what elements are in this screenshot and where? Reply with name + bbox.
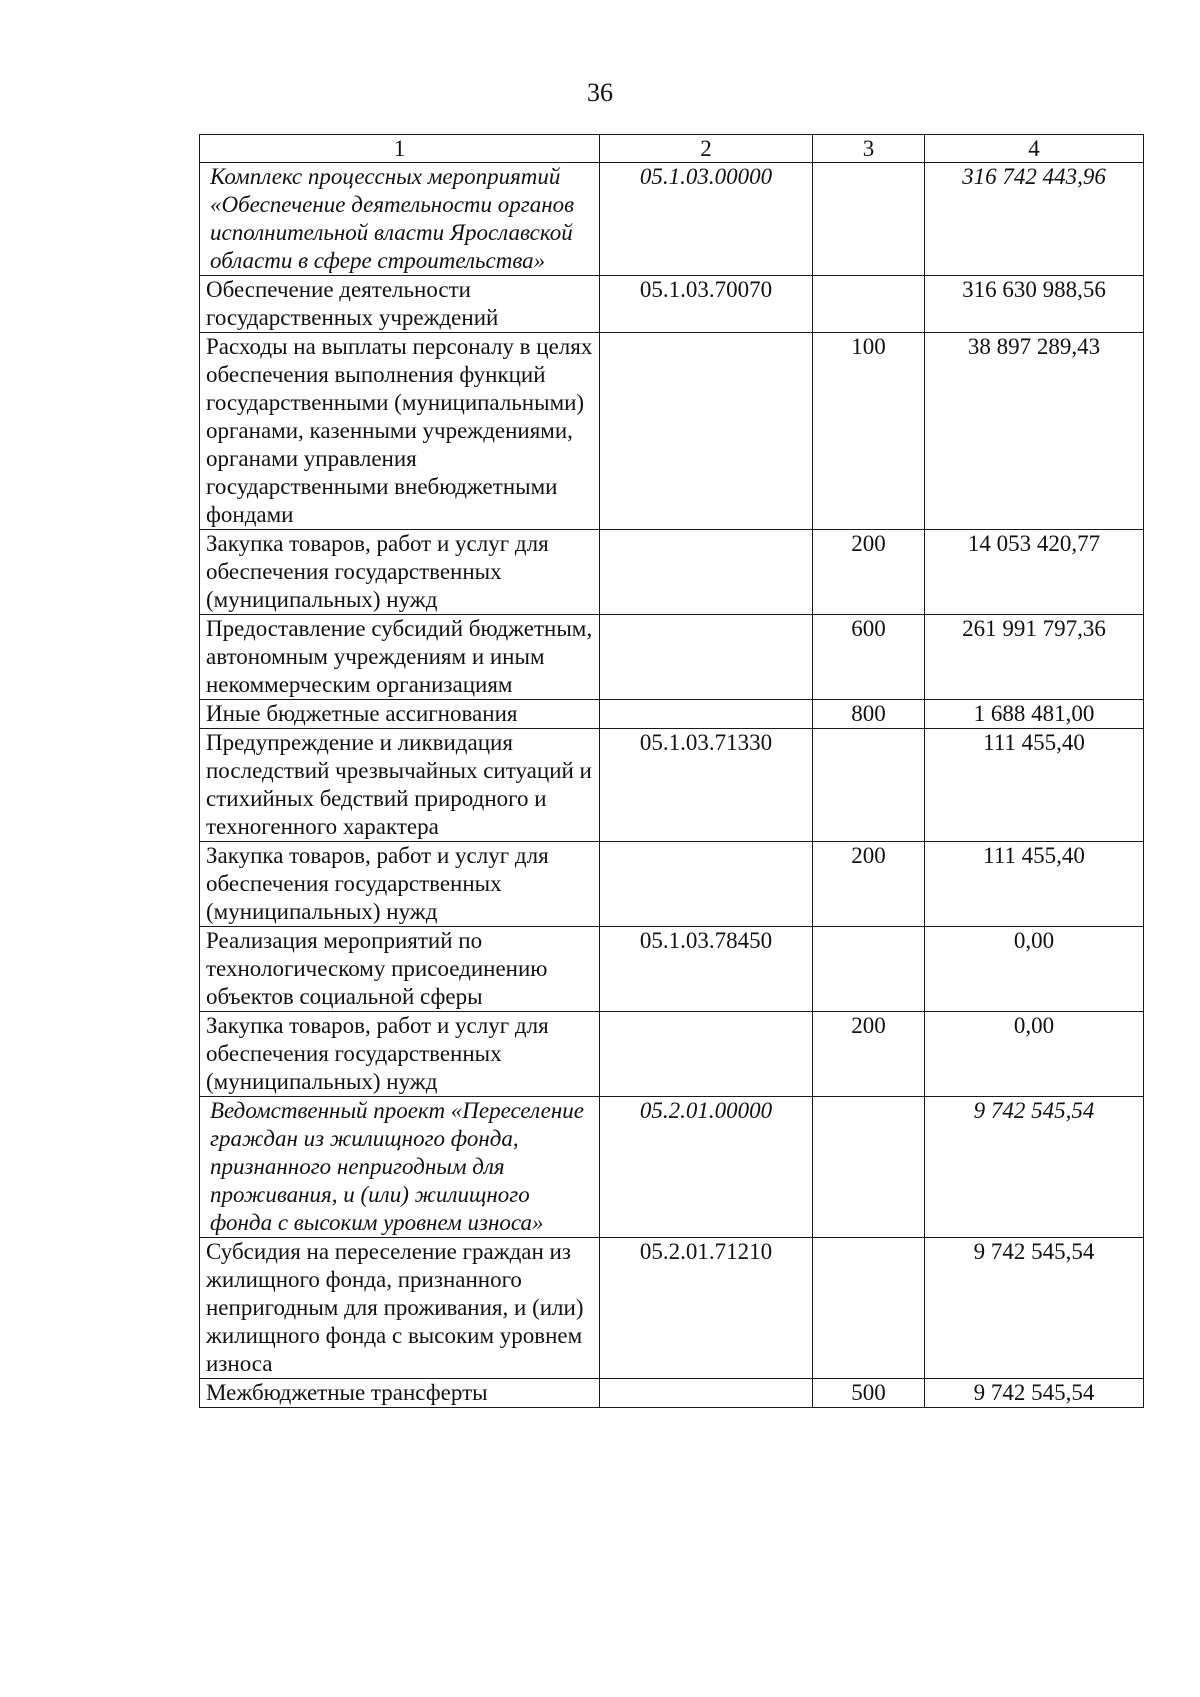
row-expense-type — [813, 729, 925, 842]
row-name: Реализация мероприятий по технологическому присоединению объектов социальной сферы — [200, 927, 600, 1012]
row-name: Обеспечение деятельности государственных учреждений — [200, 276, 600, 333]
column-header: 1 — [200, 135, 600, 163]
row-expense-type — [813, 1238, 925, 1379]
row-expense-type: 100 — [813, 333, 925, 530]
table-row — [200, 729, 1144, 842]
row-amount: 0,00 — [925, 927, 1144, 1012]
row-code — [600, 530, 813, 615]
table-row — [200, 1238, 1144, 1379]
row-name: Ведомственный проект «Переселение граждан из жилищного фонда, признанного непригодным для проживания, и (или) жилищного фонда с высоким уровнем износа» — [200, 1097, 600, 1238]
row-code: 05.1.03.70070 — [600, 276, 813, 333]
row-code: 05.1.03.71330 — [600, 729, 813, 842]
table-row — [200, 1012, 1144, 1097]
row-expense-type — [813, 927, 925, 1012]
row-code — [600, 1379, 813, 1408]
row-expense-type: 500 — [813, 1379, 925, 1408]
column-header: 2 — [600, 135, 813, 163]
table-header-row — [200, 135, 1144, 163]
table-row — [200, 615, 1144, 700]
row-name: Субсидия на переселение граждан из жилищного фонда, признанного непригодным для проживания, и (или) жилищного фонда с высоким уровнем износа — [200, 1238, 600, 1379]
row-amount: 9 742 545,54 — [925, 1238, 1144, 1379]
row-name: Закупка товаров, работ и услуг для обеспечения государственных (муниципальных) нужд — [200, 530, 600, 615]
table-row — [200, 333, 1144, 530]
column-header: 4 — [925, 135, 1144, 163]
row-expense-type: 600 — [813, 615, 925, 700]
row-name: Закупка товаров, работ и услуг для обеспечения государственных (муниципальных) нужд — [200, 842, 600, 927]
budget-table — [199, 134, 1144, 1408]
row-code — [600, 333, 813, 530]
row-expense-type — [813, 163, 925, 276]
table-row — [200, 1379, 1144, 1408]
row-code: 05.1.03.78450 — [600, 927, 813, 1012]
row-amount: 9 742 545,54 — [925, 1379, 1144, 1408]
row-expense-type: 200 — [813, 1012, 925, 1097]
table-row — [200, 842, 1144, 927]
row-amount: 1 688 481,00 — [925, 700, 1144, 729]
row-amount: 14 053 420,77 — [925, 530, 1144, 615]
table-row — [200, 163, 1144, 276]
row-code — [600, 615, 813, 700]
table-row — [200, 530, 1144, 615]
table-row — [200, 276, 1144, 333]
row-code — [600, 1012, 813, 1097]
row-amount: 38 897 289,43 — [925, 333, 1144, 530]
column-header: 3 — [813, 135, 925, 163]
row-amount: 316 742 443,96 — [925, 163, 1144, 276]
row-name: Предоставление субсидий бюджетным, автономным учреждениям и иным некоммерческим организациям — [200, 615, 600, 700]
row-name: Иные бюджетные ассигнования — [200, 700, 600, 729]
row-code — [600, 700, 813, 729]
row-expense-type: 200 — [813, 842, 925, 927]
row-code: 05.1.03.00000 — [600, 163, 813, 276]
table-row — [200, 927, 1144, 1012]
row-expense-type: 800 — [813, 700, 925, 729]
row-name: Межбюджетные трансферты — [200, 1379, 600, 1408]
row-name: Закупка товаров, работ и услуг для обеспечения государственных (муниципальных) нужд — [200, 1012, 600, 1097]
row-amount: 9 742 545,54 — [925, 1097, 1144, 1238]
table-row — [200, 1097, 1144, 1238]
row-name: Расходы на выплаты персоналу в целях обеспечения выполнения функций государственными (муниципальными) органами, казенными учреждениями, органами управления государственными внебюджетными фондами — [200, 333, 600, 530]
row-amount: 111 455,40 — [925, 842, 1144, 927]
row-expense-type — [813, 276, 925, 333]
row-amount: 261 991 797,36 — [925, 615, 1144, 700]
row-amount: 0,00 — [925, 1012, 1144, 1097]
row-name: Предупреждение и ликвидация последствий чрезвычайных ситуаций и стихийных бедствий природного и техногенного характера — [200, 729, 600, 842]
table-row — [200, 700, 1144, 729]
row-expense-type — [813, 1097, 925, 1238]
row-code: 05.2.01.71210 — [600, 1238, 813, 1379]
row-amount: 111 455,40 — [925, 729, 1144, 842]
row-code — [600, 842, 813, 927]
row-amount: 316 630 988,56 — [925, 276, 1144, 333]
row-expense-type: 200 — [813, 530, 925, 615]
row-name: Комплекс процессных мероприятий «Обеспечение деятельности органов исполнительной власти Ярославской области в сфере строительства» — [200, 163, 600, 276]
page-number: 36 — [587, 78, 613, 107]
row-code: 05.2.01.00000 — [600, 1097, 813, 1238]
